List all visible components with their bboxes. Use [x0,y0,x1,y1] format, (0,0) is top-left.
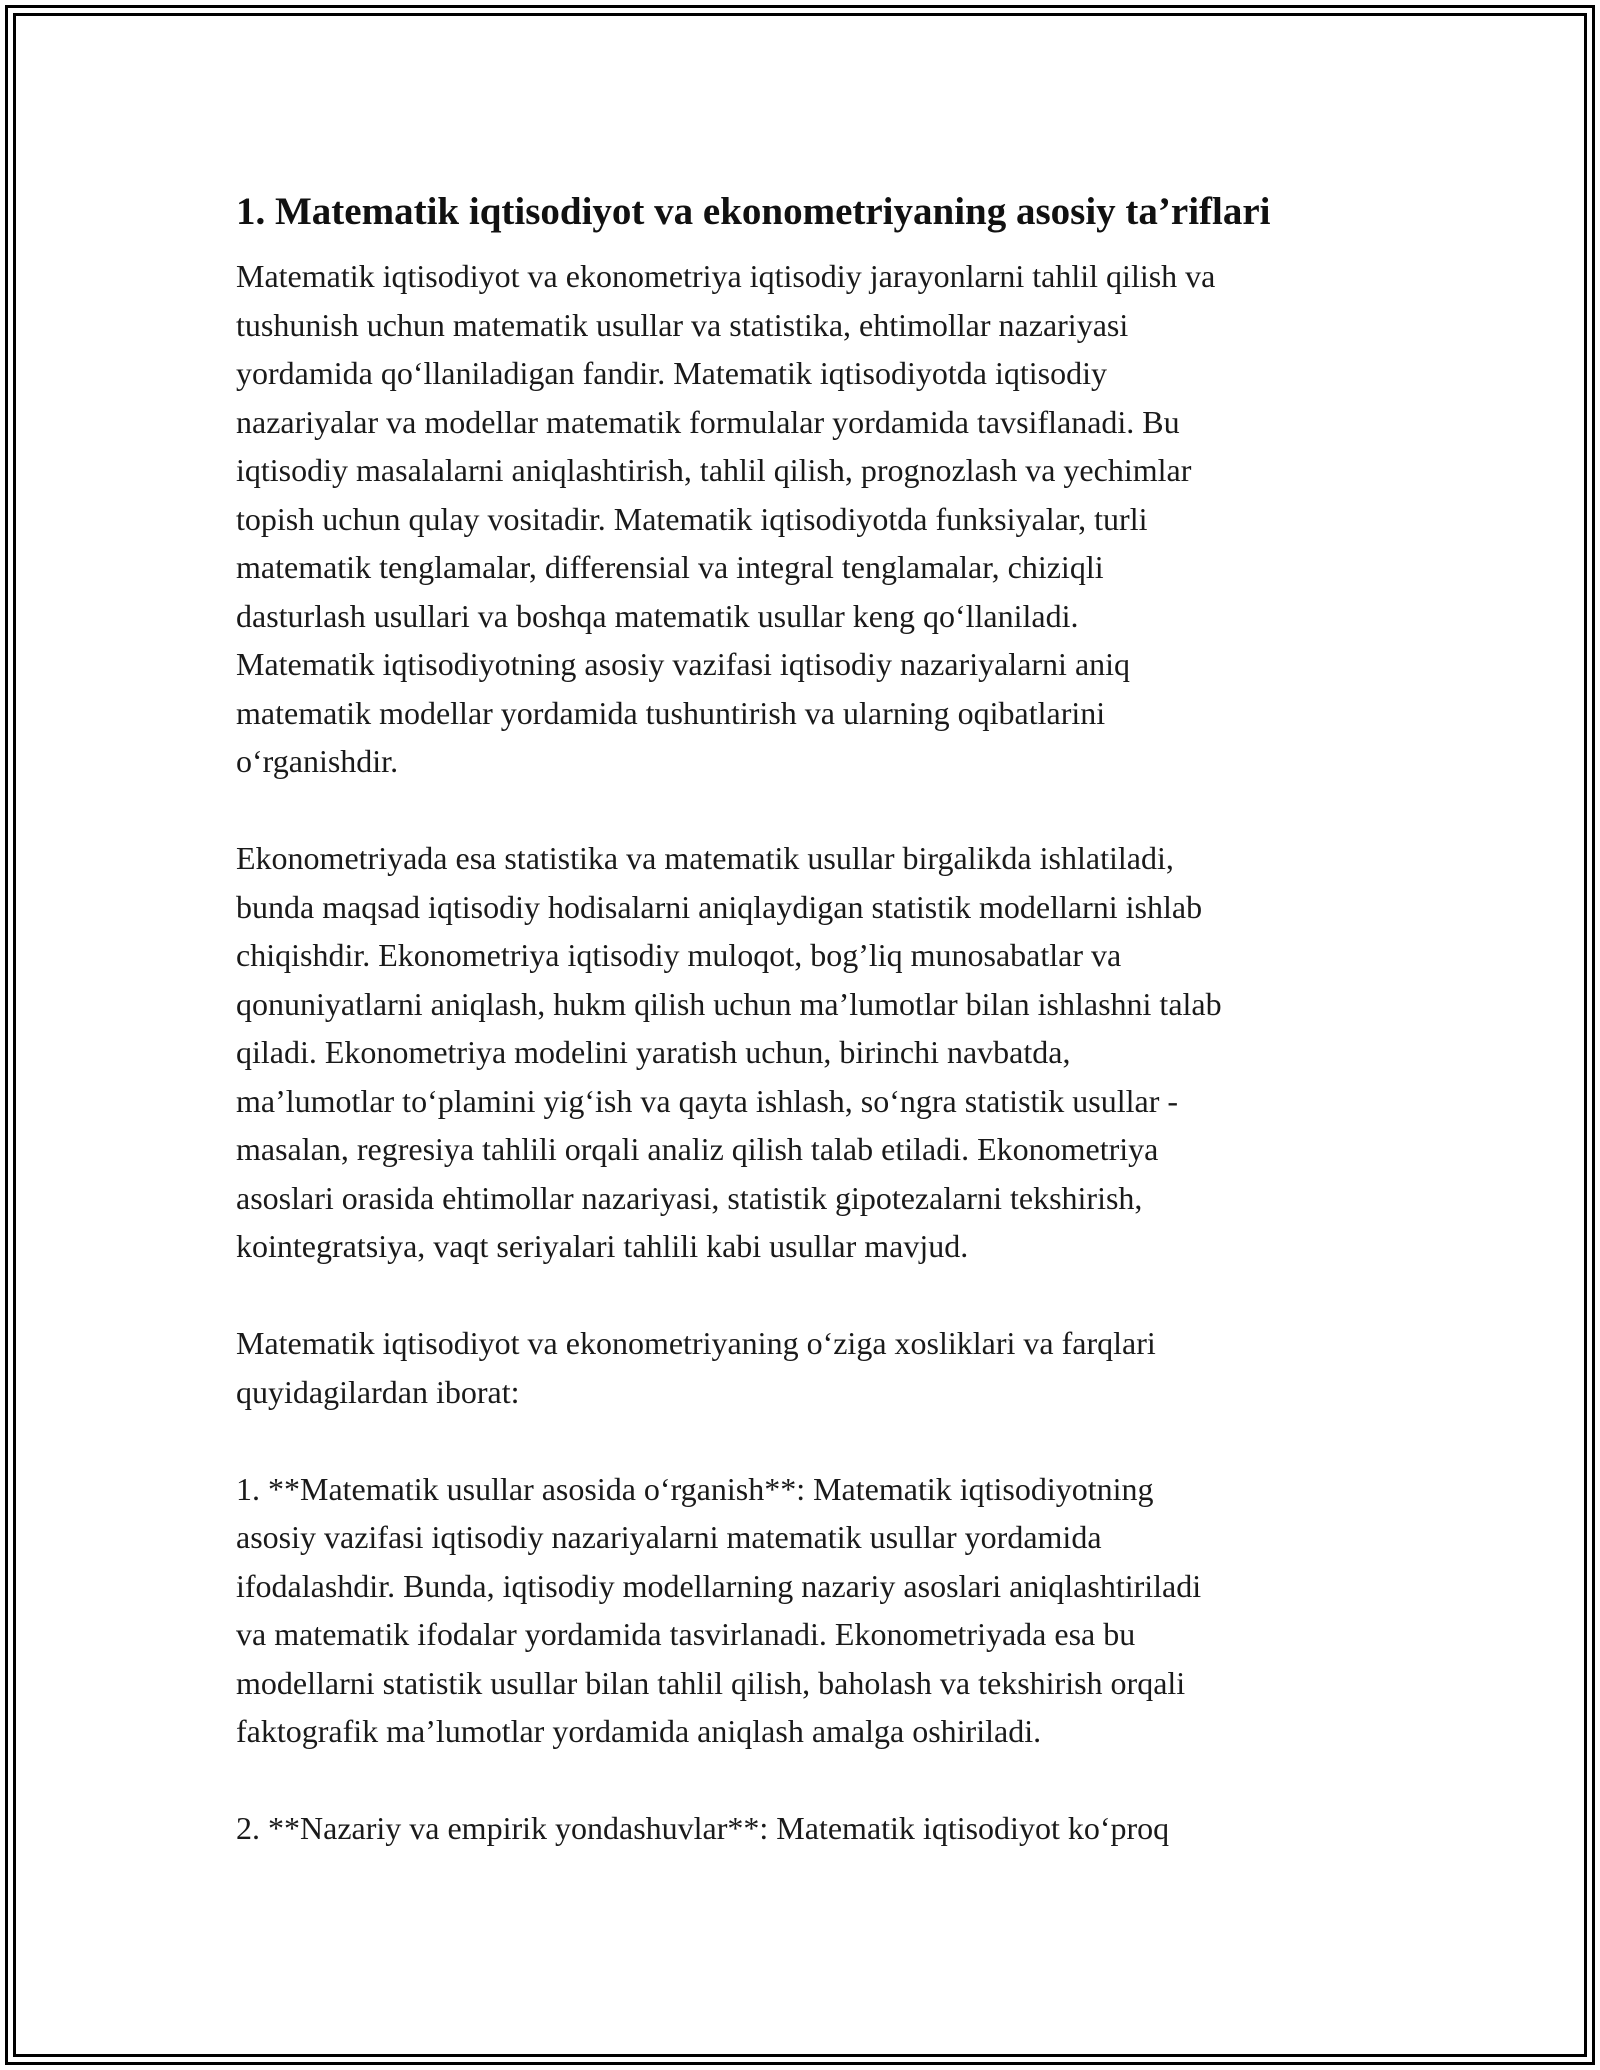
text-line: chiqishdir. Ekonometriya iqtisodiy muloqot, bog’liq munosabatlar va [236,937,1122,973]
text-line: qiladi. Ekonometriya modelini yaratish uchun, birinchi navbatda, [236,1034,1071,1070]
text-line: modellarni statistik usullar bilan tahlil qilish, baholash va tekshirish orqali [236,1664,1186,1701]
text-line: asosiy vazifasi iqtisodiy nazariyalarni matematik usullar yordamida [236,1519,1102,1555]
text-line: quyidagilardan iborat: [236,1373,520,1410]
text-line: tushunish uchun matematik usullar va statistika, ehtimollar nazariyasi [236,306,1129,343]
text-line: matematik modellar yordamida tushuntirish va ularning oqibatlarini [236,694,1106,731]
paragraph-spacer [236,1271,1376,1320]
text-line: iqtisodiy masalalarni aniqlashtirish, tahlil qilish, prognozlash va yechimlar [236,452,1192,488]
paragraph-spacer [236,786,1376,835]
text-line: Matematik iqtisodiyot va ekonometriyaning o‘ziga xosliklari va farqlari [236,1325,1156,1361]
list-item-2 [236,1804,1376,1853]
text-line: qonuniyatlarni aniqlash, hukm qilish uchun ma’lumotlar bilan ishlashni talab [236,985,1222,1022]
text-line: va matematik ifodalar yordamida tasvirlanadi. Ekonometriyada esa bu [236,1616,1136,1652]
text-line: o‘rganishdir. [236,743,399,779]
text-line: ifodalashdir. Bunda, iqtisodiy modellarning nazariy asoslari aniqlashtiriladi [236,1567,1202,1604]
text-line: faktografik ma’lumotlar yordamida aniqlash amalga oshiriladi. [236,1713,1042,1749]
text-line: masalan, regresiya tahlili orqali analiz qilish talab etiladi. Ekonometriya [236,1131,1159,1167]
paragraph-differences-intro [236,1319,1376,1416]
paragraph-intro [236,252,1376,786]
text-line: Matematik iqtisodiyotning asosiy vazifasi iqtisodiy nazariyalarni aniq [236,646,1131,682]
text-line: matematik tenglamalar, differensial va integral tenglamalar, chiziqli [236,549,1104,585]
paragraph-spacer [236,1756,1376,1805]
paragraph-econometrics [236,834,1376,1271]
text-line: 2. **Nazariy va empirik yondashuvlar**: Matematik iqtisodiyot ko‘proq [236,1810,1170,1846]
text-line: topish uchun qulay vositadir. Matematik iqtisodiyotda funksiyalar, turli [236,500,1148,537]
paragraph-spacer [236,1416,1376,1465]
text-line: bunda maqsad iqtisodiy hodisalarni aniqlaydigan statistik modellarni ishlab [236,888,1203,925]
text-line: yordamida qo‘llaniladigan fandir. Matematik iqtisodiyotda iqtisodiy [236,355,1107,391]
text-line: Matematik iqtisodiyot va ekonometriya iqtisodiy jarayonlarni tahlil qilish va [236,258,1216,294]
text-line: ma’lumotlar to‘plamini yig‘ish va qayta ishlash, so‘ngra statistik usullar - [236,1082,1179,1119]
text-line: asoslari orasida ehtimollar nazariyasi, statistik gipotezalarni tekshirish, [236,1179,1143,1216]
list-item-1 [236,1465,1376,1756]
document-body [236,188,1376,1853]
text-line: Ekonometriyada esa statistika va matematik usullar birgalikda ishlatiladi, [236,840,1174,876]
document-title: 1. Matematik iqtisodiyot va ekonometriyaning asosiy ta’riflari [236,190,1271,233]
text-line: dasturlash usullari va boshqa matematik usullar keng qo‘llaniladi. [236,597,1079,634]
text-line: kointegratsiya, vaqt seriyalari tahlili kabi usullar mavjud. [236,1228,969,1264]
text-line: nazariyalar va modellar matematik formulalar yordamida tavsiflanadi. Bu [236,403,1180,440]
text-line: 1. **Matematik usullar asosida o‘rganish**: Matematik iqtisodiyotning [236,1470,1154,1507]
